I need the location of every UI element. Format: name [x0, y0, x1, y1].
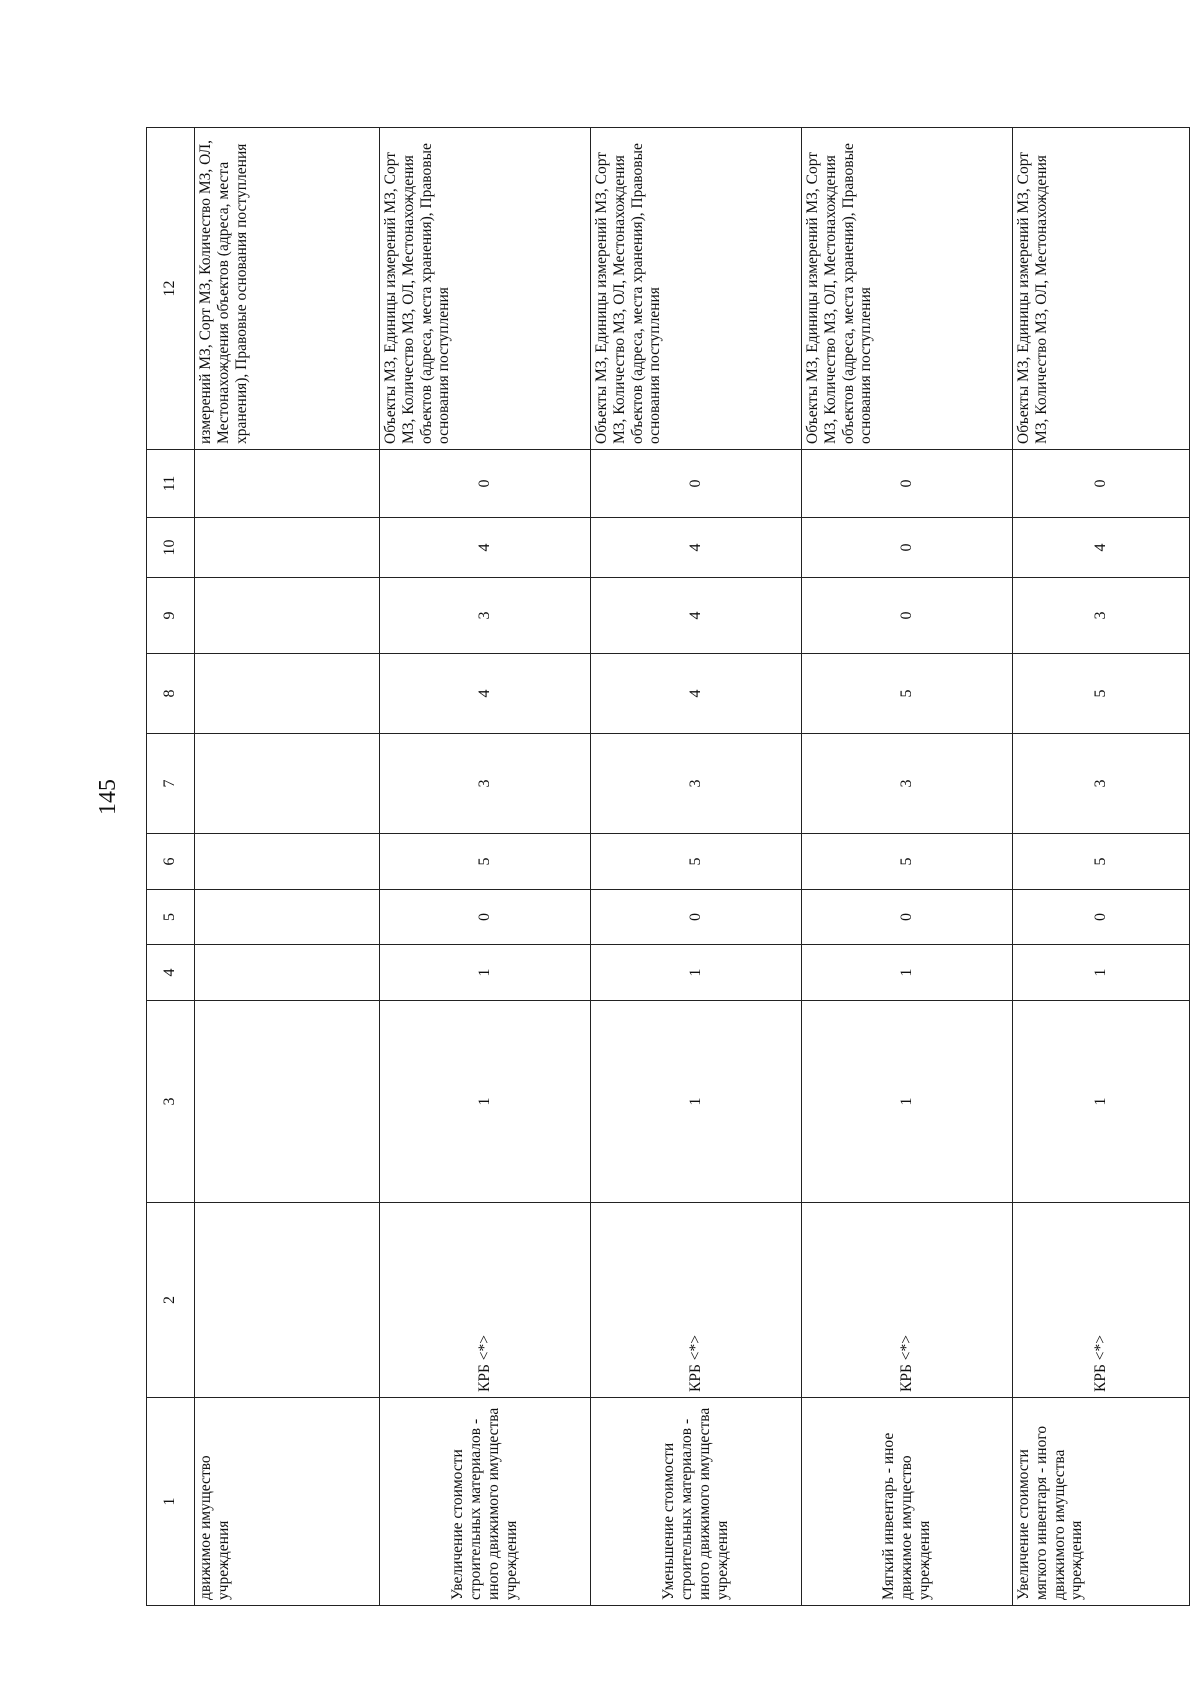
cell-value: 0 [802, 518, 1013, 578]
col-header: 7 [147, 734, 195, 834]
table-row [380, 128, 591, 1606]
cell-attributes: Объекты МЗ, Единицы измерений МЗ, Сорт МЗ, Количество МЗ, ОЛ, Местонахождения объектов (адреса, места хранения), Правовые основания поступления [591, 128, 802, 450]
cell-value: 0 [380, 890, 591, 945]
cell-value: 5 [802, 834, 1013, 890]
cell-value: 0 [802, 578, 1013, 654]
table-row [195, 128, 380, 1606]
cell-code: КРБ <*> [591, 1203, 802, 1398]
cell-name: Уменьшение стоимости строительных материалов - иного движимого имущества учреждения [591, 1398, 802, 1606]
col-header: 8 [147, 654, 195, 734]
col-header: 5 [147, 890, 195, 945]
col-header: 12 [147, 128, 195, 450]
cell-value: 1 [1013, 1001, 1190, 1203]
cell-value [195, 834, 380, 890]
cell-value: 4 [1013, 518, 1190, 578]
cell-value: 1 [591, 945, 802, 1001]
cell-value: 1 [380, 1001, 591, 1203]
cell-value: 5 [802, 654, 1013, 734]
cell-code: КРБ <*> [1013, 1203, 1190, 1398]
cell-value: 3 [591, 734, 802, 834]
col-header: 10 [147, 518, 195, 578]
cell-value: 1 [802, 1001, 1013, 1203]
cell-value [195, 945, 380, 1001]
cell-value: 4 [591, 654, 802, 734]
cell-name: Увеличение стоимости строительных материалов - иного движимого имущества учреждения [380, 1398, 591, 1606]
cell-value: 3 [380, 578, 591, 654]
cell-value: 0 [802, 890, 1013, 945]
cell-value: 3 [380, 734, 591, 834]
cell-value: 0 [802, 450, 1013, 518]
cell-value: 3 [1013, 578, 1190, 654]
rotated-table-container [146, 128, 1110, 1606]
cell-attributes: Объекты МЗ, Единицы измерений МЗ, Сорт МЗ, Количество МЗ, ОЛ, Местонахождения объектов (адреса, места хранения), Правовые основания поступления [802, 128, 1013, 450]
cell-value: 4 [591, 518, 802, 578]
cell-name: движимое имущество учреждения [195, 1398, 380, 1606]
cell-value: 5 [1013, 654, 1190, 734]
cell-value: 1 [380, 945, 591, 1001]
cell-value: 1 [591, 1001, 802, 1203]
cell-value: 5 [591, 834, 802, 890]
cell-value [195, 654, 380, 734]
header-row [147, 128, 195, 1606]
cell-value: 0 [380, 450, 591, 518]
cell-attributes: измерений МЗ, Сорт МЗ, Количество МЗ, ОЛ, Местонахождения объектов (адреса, места хранения), Правовые основания поступления [195, 128, 380, 450]
cell-code: КРБ <*> [380, 1203, 591, 1398]
cell-value [195, 1001, 380, 1203]
col-header: 9 [147, 578, 195, 654]
cell-value: 1 [802, 945, 1013, 1001]
cell-value: 1 [1013, 945, 1190, 1001]
cell-value [195, 578, 380, 654]
cell-name: Мягкий инвентарь - иное движимое имущество учреждения [802, 1398, 1013, 1606]
cell-value [195, 450, 380, 518]
cell-value: 5 [380, 834, 591, 890]
col-header: 6 [147, 834, 195, 890]
col-header: 2 [147, 1203, 195, 1398]
cell-value [195, 890, 380, 945]
accounting-table [146, 127, 1190, 1606]
cell-value: 3 [802, 734, 1013, 834]
table-row [802, 128, 1013, 1606]
cell-value: 5 [1013, 834, 1190, 890]
col-header: 11 [147, 450, 195, 518]
table-row [591, 128, 802, 1606]
cell-value: 4 [380, 654, 591, 734]
cell-value: 3 [1013, 734, 1190, 834]
cell-value: 0 [1013, 450, 1190, 518]
cell-name: Увеличение стоимости мягкого инвентаря - иного движимого имущества учреждения [1013, 1398, 1190, 1606]
col-header: 4 [147, 945, 195, 1001]
cell-value: 4 [591, 578, 802, 654]
col-header: 3 [147, 1001, 195, 1203]
cell-value: 0 [1013, 890, 1190, 945]
page-number: 145 [95, 779, 121, 815]
cell-attributes: Объекты МЗ, Единицы измерений МЗ, Сорт МЗ, Количество МЗ, ОЛ, Местонахождения объектов (адреса, места хранения), Правовые основания поступления [380, 128, 591, 450]
cell-value [195, 734, 380, 834]
table-row [1013, 128, 1190, 1606]
cell-code: КРБ <*> [802, 1203, 1013, 1398]
cell-value: 4 [380, 518, 591, 578]
cell-value: 0 [591, 890, 802, 945]
cell-attributes: Объекты МЗ, Единицы измерений МЗ, Сорт МЗ, Количество МЗ, ОЛ, Местонахождения [1013, 128, 1190, 450]
cell-value [195, 518, 380, 578]
col-header: 1 [147, 1398, 195, 1606]
cell-value: 0 [591, 450, 802, 518]
cell-code [195, 1203, 380, 1398]
